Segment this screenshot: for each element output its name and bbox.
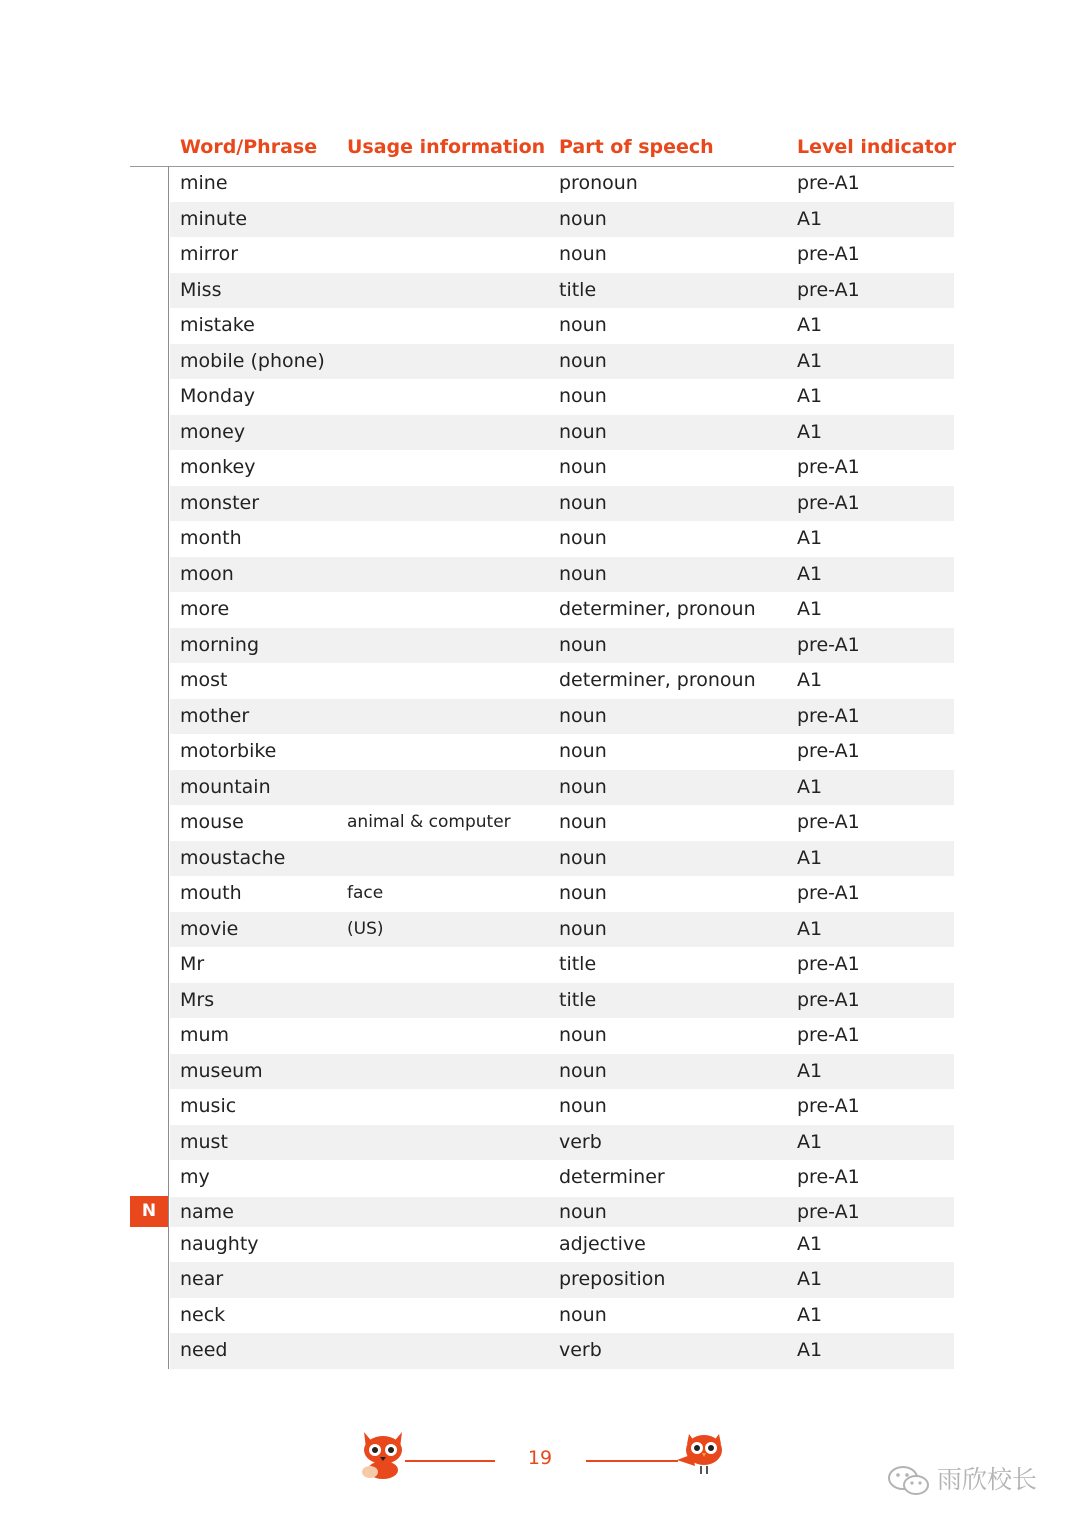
table-row <box>170 166 954 202</box>
part-of-speech-cell: noun <box>559 456 607 478</box>
level-cell: A1 <box>797 1130 823 1153</box>
word-cell: mouth <box>180 882 242 904</box>
word-cell: naughty <box>180 1232 259 1255</box>
table-row <box>170 1262 954 1298</box>
table-row <box>170 1054 954 1090</box>
level-cell: A1 <box>797 207 823 230</box>
table-row <box>170 557 954 593</box>
table-row <box>170 308 954 344</box>
part-of-speech-cell: noun <box>559 243 607 265</box>
level-cell: pre-A1 <box>797 704 860 727</box>
word-cell: month <box>180 527 242 549</box>
table-row <box>170 912 954 948</box>
level-cell: A1 <box>797 385 823 407</box>
table-body <box>170 166 954 1369</box>
word-cell: morning <box>180 633 260 656</box>
level-cell: A1 <box>797 1232 823 1255</box>
level-cell: pre-A1 <box>797 1166 860 1188</box>
table-row <box>170 1298 954 1334</box>
header-level-indicator: Level indicator <box>797 136 957 158</box>
level-cell: pre-A1 <box>797 633 860 656</box>
table-row <box>170 770 954 806</box>
level-cell: A1 <box>797 1303 823 1326</box>
part-of-speech-cell: noun <box>559 740 607 762</box>
table-row <box>170 521 954 557</box>
level-cell: pre-A1 <box>797 491 860 514</box>
section-letter-badge: N <box>130 1196 168 1227</box>
part-of-speech-cell: noun <box>559 562 607 585</box>
part-of-speech-cell: noun <box>559 811 607 833</box>
word-cell: my <box>180 1166 210 1188</box>
word-cell: mine <box>180 172 228 194</box>
word-cell: neck <box>180 1303 226 1326</box>
header-part-of-speech: Part of speech <box>559 136 714 158</box>
part-of-speech-cell: noun <box>559 207 607 230</box>
part-of-speech-cell: pronoun <box>559 172 638 194</box>
part-of-speech-cell: verb <box>559 1130 602 1153</box>
footer-rule-right <box>586 1460 678 1462</box>
level-cell: pre-A1 <box>797 953 860 975</box>
level-cell: A1 <box>797 1339 823 1361</box>
table-row <box>170 379 954 415</box>
word-cell: mouse <box>180 811 244 833</box>
level-cell: A1 <box>797 846 823 869</box>
part-of-speech-cell: noun <box>559 349 607 372</box>
table-row <box>170 734 954 770</box>
part-of-speech-cell: noun <box>559 1095 607 1117</box>
level-cell: A1 <box>797 917 823 940</box>
level-cell: pre-A1 <box>797 740 860 762</box>
table-row <box>170 344 954 380</box>
part-of-speech-cell: adjective <box>559 1232 646 1255</box>
part-of-speech-cell: noun <box>559 917 607 940</box>
word-cell: mirror <box>180 243 239 265</box>
word-cell: monster <box>180 491 260 514</box>
part-of-speech-cell: determiner, pronoun <box>559 598 756 620</box>
part-of-speech-cell: noun <box>559 633 607 656</box>
word-cell: Mr <box>180 953 205 975</box>
part-of-speech-cell: title <box>559 988 597 1011</box>
table-row <box>170 486 954 522</box>
level-cell: pre-A1 <box>797 988 860 1011</box>
level-cell: A1 <box>797 562 823 585</box>
watermark-text: 雨欣校长 <box>937 1465 1038 1494</box>
word-cell: near <box>180 1268 224 1290</box>
word-cell: motorbike <box>180 740 277 762</box>
usage-cell: face <box>347 883 384 903</box>
part-of-speech-cell: noun <box>559 775 607 798</box>
level-cell: A1 <box>797 1059 823 1082</box>
word-cell: music <box>180 1095 237 1117</box>
word-cell: mountain <box>180 775 271 798</box>
header-usage-information: Usage information <box>347 136 546 158</box>
word-cell: Miss <box>180 278 222 301</box>
word-cell: money <box>180 420 246 443</box>
part-of-speech-cell: noun <box>559 846 607 869</box>
level-cell: pre-A1 <box>797 172 860 194</box>
level-cell: pre-A1 <box>797 1095 860 1117</box>
table-row <box>170 1227 954 1263</box>
owl-mascot-icon <box>675 1428 729 1478</box>
table-row <box>170 1089 954 1125</box>
part-of-speech-cell: noun <box>559 1303 607 1326</box>
usage-cell: (US) <box>347 918 384 939</box>
part-of-speech-cell: noun <box>559 1059 607 1082</box>
part-of-speech-cell: noun <box>559 491 607 514</box>
table-row <box>170 1333 954 1369</box>
part-of-speech-cell: noun <box>559 882 607 904</box>
part-of-speech-cell: noun <box>559 527 607 549</box>
part-of-speech-cell: title <box>559 953 597 975</box>
word-cell: moustache <box>180 846 286 869</box>
table-row <box>170 450 954 486</box>
part-of-speech-cell: noun <box>559 1024 607 1046</box>
table-row <box>170 1125 954 1161</box>
table-row <box>170 202 954 238</box>
word-cell: Mrs <box>180 988 215 1011</box>
part-of-speech-cell: noun <box>559 420 607 443</box>
table-row <box>170 841 954 877</box>
word-cell: more <box>180 598 230 620</box>
word-cell: mother <box>180 704 250 727</box>
level-cell: A1 <box>797 775 823 798</box>
word-cell: most <box>180 669 228 691</box>
part-of-speech-cell: title <box>559 278 597 301</box>
word-cell: name <box>180 1200 234 1223</box>
level-cell: pre-A1 <box>797 811 860 833</box>
level-cell: A1 <box>797 669 823 691</box>
table-row <box>170 237 954 273</box>
table-row <box>170 699 954 735</box>
level-cell: pre-A1 <box>797 278 860 301</box>
table-left-rule <box>168 166 169 1369</box>
word-cell: Monday <box>180 385 256 407</box>
table-row <box>170 983 954 1019</box>
word-cell: mum <box>180 1024 230 1046</box>
word-cell: mistake <box>180 314 255 336</box>
level-cell: pre-A1 <box>797 243 860 265</box>
table-row <box>170 273 954 309</box>
part-of-speech-cell: noun <box>559 1200 607 1223</box>
part-of-speech-cell: noun <box>559 385 607 407</box>
word-cell: minute <box>180 207 248 230</box>
level-cell: A1 <box>797 314 823 336</box>
part-of-speech-cell: verb <box>559 1339 602 1361</box>
header-word-phrase: Word/Phrase <box>180 136 318 158</box>
wechat-icon <box>886 1464 932 1498</box>
table-row <box>170 947 954 983</box>
level-cell: A1 <box>797 527 823 549</box>
word-cell: movie <box>180 917 239 940</box>
table-row <box>170 805 954 841</box>
part-of-speech-cell: determiner <box>559 1166 665 1188</box>
table-row <box>170 415 954 451</box>
level-cell: A1 <box>797 1268 823 1290</box>
level-cell: pre-A1 <box>797 1024 860 1046</box>
page-number: 19 <box>527 1447 553 1469</box>
table-row <box>170 1018 954 1054</box>
word-cell: must <box>180 1130 228 1153</box>
table-row <box>170 628 954 664</box>
level-cell: A1 <box>797 420 823 443</box>
table-row <box>170 1160 954 1196</box>
table-row <box>170 1197 954 1227</box>
part-of-speech-cell: noun <box>559 314 607 336</box>
level-cell: pre-A1 <box>797 1200 860 1223</box>
level-cell: pre-A1 <box>797 882 860 904</box>
part-of-speech-cell: preposition <box>559 1268 666 1290</box>
level-cell: A1 <box>797 349 823 372</box>
word-cell: mobile (phone) <box>180 349 325 372</box>
word-cell: museum <box>180 1059 263 1082</box>
word-cell: need <box>180 1339 228 1361</box>
part-of-speech-cell: determiner, pronoun <box>559 669 756 691</box>
part-of-speech-cell: noun <box>559 704 607 727</box>
word-cell: moon <box>180 562 234 585</box>
level-cell: pre-A1 <box>797 456 860 478</box>
usage-cell: animal & computer <box>347 812 511 832</box>
footer-rule-left <box>405 1460 495 1462</box>
table-header <box>130 128 957 167</box>
table-row <box>170 663 954 699</box>
word-cell: monkey <box>180 456 256 478</box>
table-row <box>170 592 954 628</box>
level-cell: A1 <box>797 598 823 620</box>
table-row <box>170 876 954 912</box>
fox-mascot-icon <box>358 1428 408 1480</box>
